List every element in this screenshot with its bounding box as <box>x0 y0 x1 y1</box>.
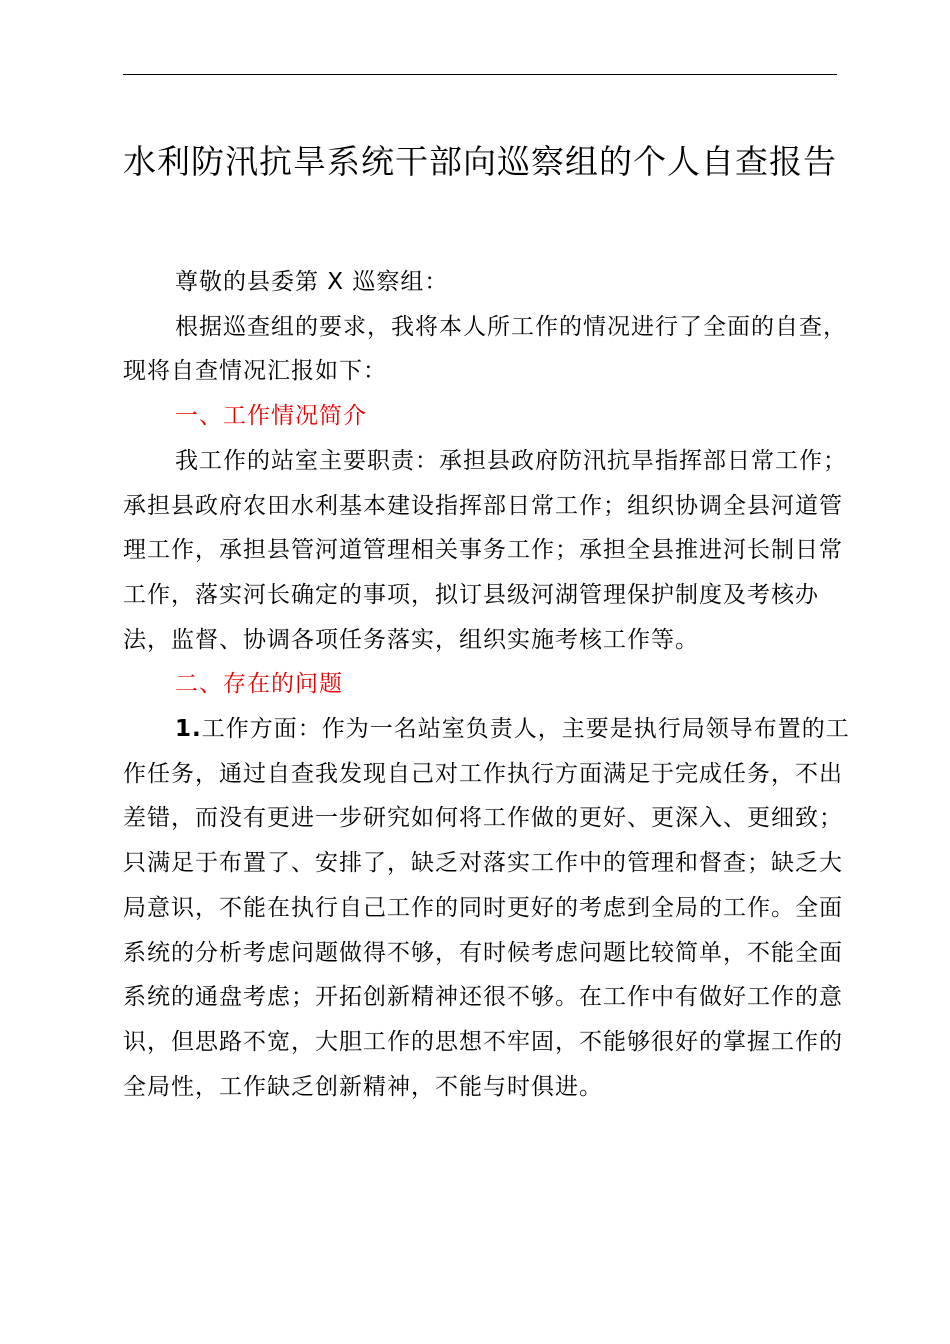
document-body <box>123 260 863 1109</box>
problem-item-1 <box>123 707 863 1109</box>
section-heading-work-overview: 一、工作情况简介 <box>175 403 367 430</box>
problem-item-number: 1. <box>175 716 202 743</box>
section-body-work-overview: 我工作的站室主要职责：承担县政府防汛抗旱指挥部日常工作；承担县政府农田水利基本建设指挥部日常工作；组织协调全县河道管理工作，承担县管河道管理相关事务工作；承担全县推进河长制日常工作，落实河长确定的事项，拟订县级河湖管理保护制度及考核办法，监督、协调各项任务落实，组织实施考核工作等。 <box>123 447 847 653</box>
document-title: 水利防汛抗旱系统干部向巡察组的个人自查报告 <box>123 142 837 181</box>
header-rule <box>123 74 837 75</box>
intro-paragraph: 根据巡查组的要求，我将本人所工作的情况进行了全面的自查，现将自查情况汇报如下： <box>123 313 847 385</box>
salutation: 尊敬的县委第 X 巡察组： <box>175 269 449 295</box>
section-heading-problems: 二、存在的问题 <box>175 671 343 698</box>
problem-item-text: 工作方面：作为一名站室负责人，主要是执行局领导布置的工作任务，通过自查我发现自己对工作执行方面满足于完成任务，不出差错，而没有更进一步研究如何将工作做的更好、更深入、更细致；只满足于布置了、安排了，缺乏对落实工作中的管理和督查；缺乏大局意识，不能在执行自己工作的同时更好的考虑到全局的工作。全面系统的分析考虑问题做得不够，有时候考虑问题比较简单，不能全面系统的通盘考虑；开拓创新精神还很不够。在工作中有做好工作的意识，但思路不宽，大胆工作的思想不牢固，不能够很好的掌握工作的全局性，工作缺乏创新精神，不能与时俱进。 <box>123 716 850 1100</box>
